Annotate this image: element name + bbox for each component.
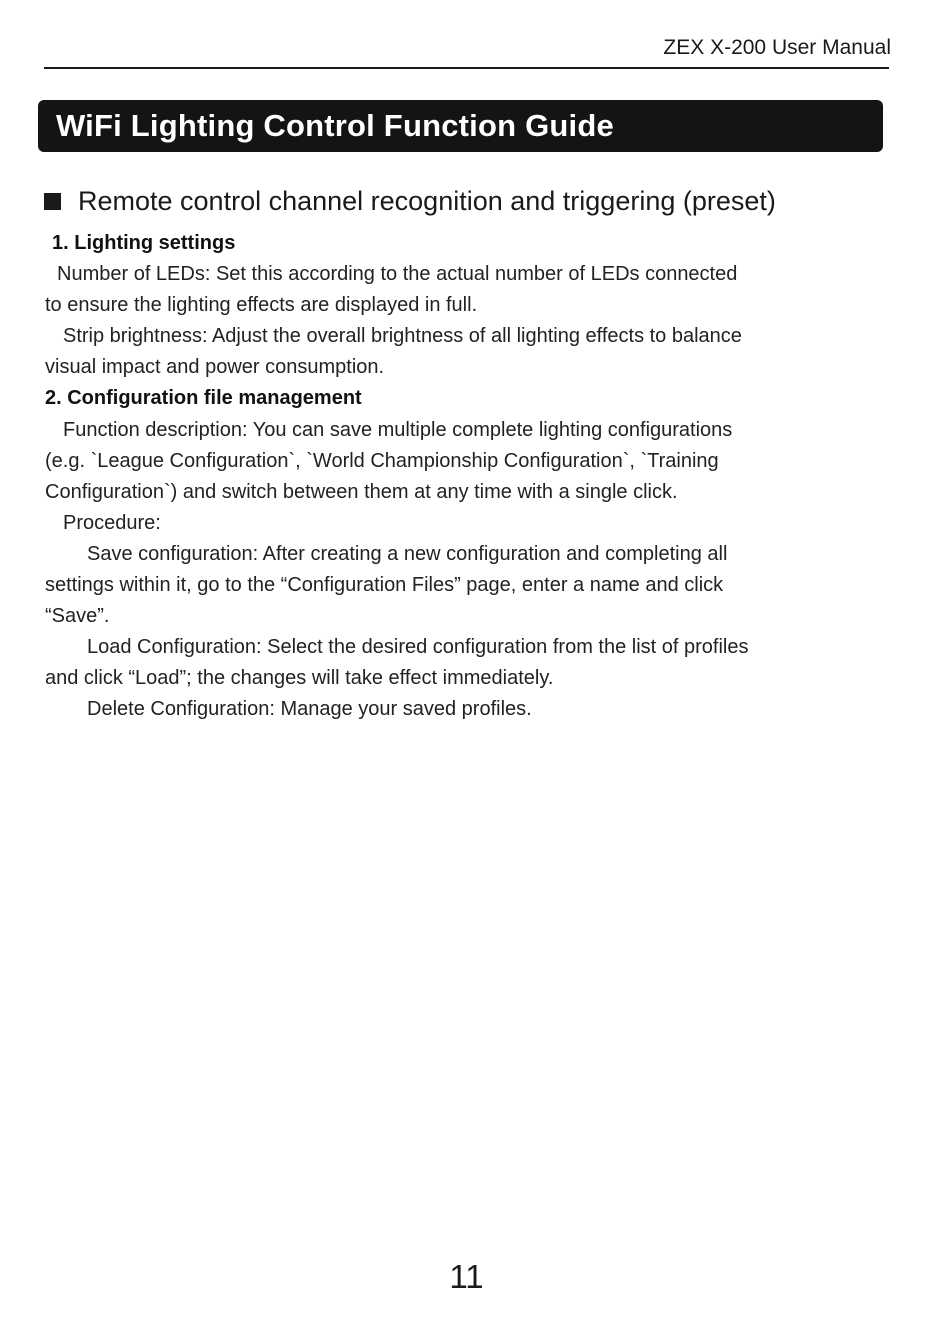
page-number: 11 [449, 1258, 484, 1295]
paragraph-line: Configuration`) and switch between them at any time with a single click. [45, 480, 678, 503]
header-divider [44, 67, 889, 69]
paragraph-line: settings within it, go to the “Configuration Files” page, enter a name and click [45, 574, 724, 597]
paragraph-line: Function description: You can save multiple complete lighting configurations [63, 418, 733, 441]
section-heading-text: Remote control channel recognition and triggering (preset) [78, 186, 776, 216]
square-bullet-icon [44, 193, 61, 210]
document-header-title: ZEX X-200 User Manual [663, 36, 891, 59]
paragraph-line: Load Configuration: Select the desired configuration from the list of profiles [87, 636, 749, 659]
section-heading [44, 186, 776, 217]
body-content [45, 228, 905, 726]
banner-title: WiFi Lighting Control Function Guide [56, 108, 614, 143]
section-banner [38, 100, 883, 152]
paragraph-line: visual impact and power consumption. [45, 356, 385, 379]
paragraph-line: and click “Load”; the changes will take effect immediately. [45, 667, 554, 690]
paragraph-line: Save configuration: After creating a new configuration and completing all [87, 542, 728, 565]
paragraph-line: Strip brightness: Adjust the overall brightness of all lighting effects to balance [63, 325, 742, 348]
subheading-lighting-settings: 1. Lighting settings [52, 232, 236, 254]
paragraph-line: Number of LEDs: Set this according to the actual number of LEDs connected [57, 263, 738, 286]
paragraph-line: (e.g. `League Configuration`, `World Championship Configuration`, `Training [45, 449, 719, 472]
paragraph-line: Delete Configuration: Manage your saved profiles. [87, 698, 532, 721]
procedure-label: Procedure: [63, 511, 161, 534]
subheading-configuration-file-management: 2. Configuration file management [45, 387, 362, 410]
paragraph-line: to ensure the lighting effects are displayed in full. [45, 294, 478, 317]
paragraph-line: “Save”. [45, 605, 110, 628]
